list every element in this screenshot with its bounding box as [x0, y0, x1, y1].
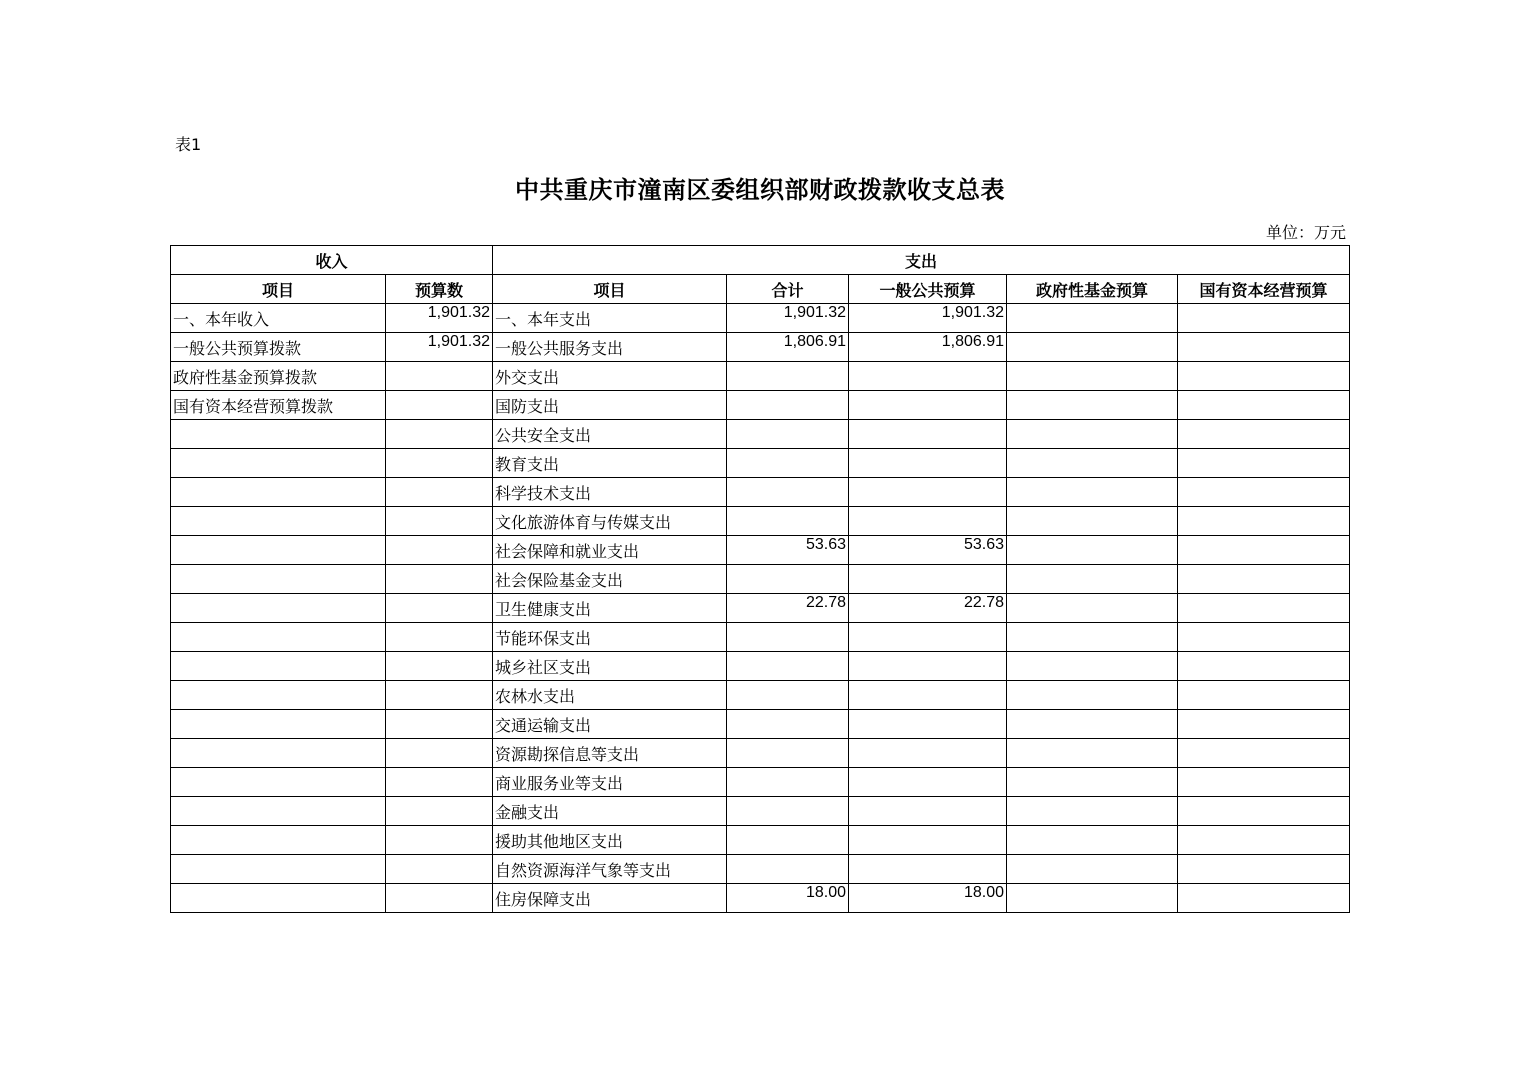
unit-label: 单位：万元	[1265, 223, 1346, 242]
general-budget-cell: 53.63	[849, 536, 1007, 565]
income-amount-cell	[386, 507, 493, 536]
income-item-cell	[171, 594, 386, 623]
total-cell: 53.63	[727, 536, 849, 565]
general-budget-cell	[849, 768, 1007, 797]
expense-item-cell: 卫生健康支出	[493, 594, 727, 623]
expense-item-cell: 城乡社区支出	[493, 652, 727, 681]
total-cell: 22.78	[727, 594, 849, 623]
state-capital-budget-cell	[1178, 739, 1350, 768]
column-header-general-budget: 一般公共预算	[849, 275, 1007, 304]
table-row	[171, 304, 1350, 333]
income-item-cell: 一、本年收入	[171, 304, 386, 333]
table-row	[171, 362, 1350, 391]
general-budget-cell	[849, 681, 1007, 710]
income-item-cell	[171, 797, 386, 826]
income-amount-cell	[386, 884, 493, 913]
header-column-row	[171, 275, 1350, 304]
total-cell	[727, 391, 849, 420]
fund-budget-cell	[1007, 362, 1178, 391]
total-cell	[727, 826, 849, 855]
state-capital-budget-cell	[1178, 594, 1350, 623]
table-row	[171, 594, 1350, 623]
total-cell	[727, 478, 849, 507]
income-item-cell	[171, 681, 386, 710]
state-capital-budget-cell	[1178, 826, 1350, 855]
income-item-cell	[171, 623, 386, 652]
income-amount-cell	[386, 565, 493, 594]
general-budget-cell	[849, 478, 1007, 507]
income-item-cell: 一般公共预算拨款	[171, 333, 386, 362]
income-item-cell	[171, 449, 386, 478]
income-item-cell	[171, 826, 386, 855]
state-capital-budget-cell	[1178, 420, 1350, 449]
income-amount-cell	[386, 768, 493, 797]
total-cell	[727, 565, 849, 594]
fund-budget-cell	[1007, 594, 1178, 623]
income-amount-cell	[386, 449, 493, 478]
general-budget-cell	[849, 855, 1007, 884]
income-item-cell: 国有资本经营预算拨款	[171, 391, 386, 420]
state-capital-budget-cell	[1178, 623, 1350, 652]
expense-item-cell: 国防支出	[493, 391, 727, 420]
general-budget-cell: 1,806.91	[849, 333, 1007, 362]
total-cell	[727, 681, 849, 710]
table-body	[171, 304, 1350, 913]
table-row	[171, 507, 1350, 536]
column-header-income-item: 项目	[171, 275, 386, 304]
fund-budget-cell	[1007, 478, 1178, 507]
table-row	[171, 826, 1350, 855]
income-group-header: 收入	[171, 246, 493, 275]
state-capital-budget-cell	[1178, 449, 1350, 478]
header-group-row	[171, 246, 1350, 275]
income-item-cell	[171, 507, 386, 536]
expense-group-header: 支出	[493, 246, 1350, 275]
general-budget-cell	[849, 391, 1007, 420]
state-capital-budget-cell	[1178, 884, 1350, 913]
fund-budget-cell	[1007, 768, 1178, 797]
total-cell	[727, 623, 849, 652]
fund-budget-cell	[1007, 449, 1178, 478]
expense-item-cell: 外交支出	[493, 362, 727, 391]
expense-item-cell: 社会保险基金支出	[493, 565, 727, 594]
general-budget-cell	[849, 710, 1007, 739]
expense-item-cell: 金融支出	[493, 797, 727, 826]
income-amount-cell	[386, 826, 493, 855]
fund-budget-cell	[1007, 507, 1178, 536]
expense-item-cell: 科学技术支出	[493, 478, 727, 507]
income-amount-cell	[386, 855, 493, 884]
table-row	[171, 565, 1350, 594]
budget-table	[170, 245, 1350, 913]
fund-budget-cell	[1007, 304, 1178, 333]
income-item-cell	[171, 565, 386, 594]
total-cell: 18.00	[727, 884, 849, 913]
fund-budget-cell	[1007, 333, 1178, 362]
general-budget-cell: 18.00	[849, 884, 1007, 913]
state-capital-budget-cell	[1178, 391, 1350, 420]
expense-item-cell: 交通运输支出	[493, 710, 727, 739]
general-budget-cell	[849, 449, 1007, 478]
fund-budget-cell	[1007, 536, 1178, 565]
fund-budget-cell	[1007, 884, 1178, 913]
expense-item-cell: 文化旅游体育与传媒支出	[493, 507, 727, 536]
income-item-cell	[171, 710, 386, 739]
income-item-cell	[171, 420, 386, 449]
income-amount-cell	[386, 362, 493, 391]
fund-budget-cell	[1007, 826, 1178, 855]
total-cell	[727, 739, 849, 768]
total-cell: 1,901.32	[727, 304, 849, 333]
table-row	[171, 449, 1350, 478]
state-capital-budget-cell	[1178, 652, 1350, 681]
expense-item-cell: 教育支出	[493, 449, 727, 478]
income-amount-cell	[386, 710, 493, 739]
expense-item-cell: 自然资源海洋气象等支出	[493, 855, 727, 884]
general-budget-cell	[849, 797, 1007, 826]
general-budget-cell	[849, 362, 1007, 391]
table-row	[171, 478, 1350, 507]
income-amount-cell: 1,901.32	[386, 304, 493, 333]
income-amount-cell	[386, 536, 493, 565]
fund-budget-cell	[1007, 855, 1178, 884]
total-cell: 1,806.91	[727, 333, 849, 362]
state-capital-budget-cell	[1178, 855, 1350, 884]
expense-item-cell: 商业服务业等支出	[493, 768, 727, 797]
fund-budget-cell	[1007, 391, 1178, 420]
income-amount-cell	[386, 652, 493, 681]
general-budget-cell	[849, 739, 1007, 768]
expense-item-cell: 住房保障支出	[493, 884, 727, 913]
total-cell	[727, 710, 849, 739]
state-capital-budget-cell	[1178, 507, 1350, 536]
table-row	[171, 536, 1350, 565]
expense-item-cell: 公共安全支出	[493, 420, 727, 449]
table-row	[171, 652, 1350, 681]
column-header-total: 合计	[727, 275, 849, 304]
state-capital-budget-cell	[1178, 565, 1350, 594]
total-cell	[727, 652, 849, 681]
total-cell	[727, 362, 849, 391]
state-capital-budget-cell	[1178, 768, 1350, 797]
total-cell	[727, 449, 849, 478]
expense-item-cell: 农林水支出	[493, 681, 727, 710]
fund-budget-cell	[1007, 797, 1178, 826]
state-capital-budget-cell	[1178, 304, 1350, 333]
general-budget-cell: 1,901.32	[849, 304, 1007, 333]
income-amount-cell	[386, 739, 493, 768]
state-capital-budget-cell	[1178, 362, 1350, 391]
general-budget-cell	[849, 826, 1007, 855]
income-amount-cell	[386, 391, 493, 420]
income-item-cell	[171, 855, 386, 884]
general-budget-cell	[849, 652, 1007, 681]
expense-item-cell: 节能环保支出	[493, 623, 727, 652]
column-header-fund-budget: 政府性基金预算	[1007, 275, 1178, 304]
total-cell	[727, 797, 849, 826]
table-row	[171, 768, 1350, 797]
general-budget-cell: 22.78	[849, 594, 1007, 623]
state-capital-budget-cell	[1178, 710, 1350, 739]
expense-item-cell: 一、本年支出	[493, 304, 727, 333]
column-header-budget-amount: 预算数	[386, 275, 493, 304]
total-cell	[727, 768, 849, 797]
total-cell	[727, 855, 849, 884]
table-row	[171, 710, 1350, 739]
income-amount-cell	[386, 594, 493, 623]
expense-item-cell: 一般公共服务支出	[493, 333, 727, 362]
table-row	[171, 420, 1350, 449]
expense-item-cell: 社会保障和就业支出	[493, 536, 727, 565]
fund-budget-cell	[1007, 739, 1178, 768]
table-number-label: 表1	[175, 135, 202, 154]
general-budget-cell	[849, 507, 1007, 536]
income-item-cell	[171, 478, 386, 507]
column-header-expense-item: 项目	[493, 275, 727, 304]
general-budget-cell	[849, 623, 1007, 652]
table-row	[171, 797, 1350, 826]
state-capital-budget-cell	[1178, 797, 1350, 826]
fund-budget-cell	[1007, 565, 1178, 594]
general-budget-cell	[849, 565, 1007, 594]
income-amount-cell	[386, 420, 493, 449]
income-amount-cell	[386, 681, 493, 710]
page-title: 中共重庆市潼南区委组织部财政拨款收支总表	[515, 176, 1005, 204]
fund-budget-cell	[1007, 710, 1178, 739]
column-header-state-capital-budget: 国有资本经营预算	[1178, 275, 1350, 304]
income-item-cell	[171, 739, 386, 768]
table-header	[171, 246, 1350, 304]
state-capital-budget-cell	[1178, 681, 1350, 710]
income-item-cell: 政府性基金预算拨款	[171, 362, 386, 391]
fund-budget-cell	[1007, 652, 1178, 681]
state-capital-budget-cell	[1178, 333, 1350, 362]
income-item-cell	[171, 768, 386, 797]
income-item-cell	[171, 652, 386, 681]
state-capital-budget-cell	[1178, 536, 1350, 565]
table-row	[171, 739, 1350, 768]
fund-budget-cell	[1007, 681, 1178, 710]
general-budget-cell	[849, 420, 1007, 449]
table-row	[171, 855, 1350, 884]
income-amount-cell	[386, 623, 493, 652]
expense-item-cell: 资源勘探信息等支出	[493, 739, 727, 768]
total-cell	[727, 420, 849, 449]
fund-budget-cell	[1007, 420, 1178, 449]
table-row	[171, 884, 1350, 913]
income-amount-cell	[386, 797, 493, 826]
table-row	[171, 391, 1350, 420]
total-cell	[727, 507, 849, 536]
table-row	[171, 681, 1350, 710]
expense-item-cell: 援助其他地区支出	[493, 826, 727, 855]
income-amount-cell	[386, 478, 493, 507]
fund-budget-cell	[1007, 623, 1178, 652]
income-amount-cell: 1,901.32	[386, 333, 493, 362]
state-capital-budget-cell	[1178, 478, 1350, 507]
income-item-cell	[171, 536, 386, 565]
table-row	[171, 333, 1350, 362]
table-row	[171, 623, 1350, 652]
income-item-cell	[171, 884, 386, 913]
